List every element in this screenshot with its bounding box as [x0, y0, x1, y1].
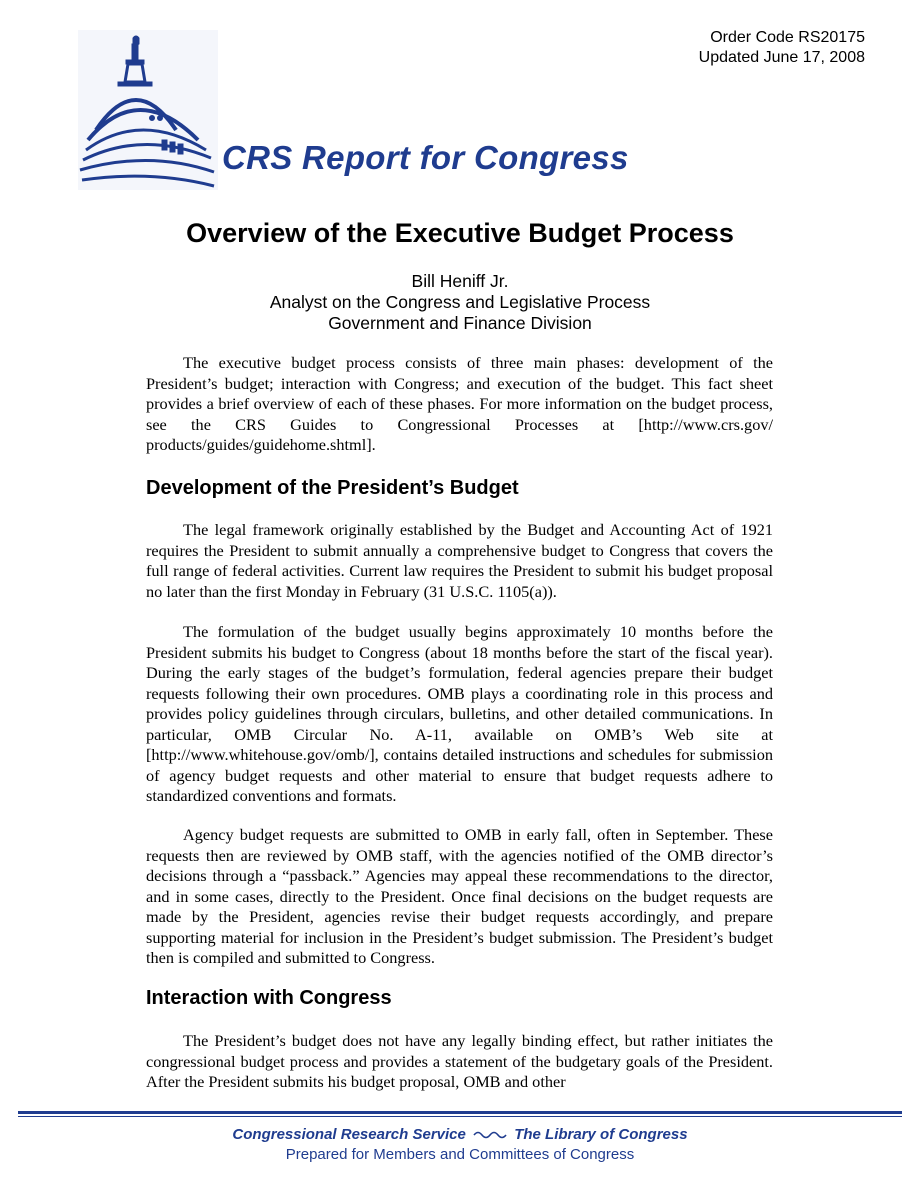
paragraph-formulation: The formulation of the budget usually begins approximately 10 months before the President submits his budget to Congress (about 18 months before the start of the fiscal year). During the early stages of the budget’s formulation, federal agencies prepare their budget requests following their own procedures. OMB plays a coordinating role in this process and provides policy guidelines through circulars, bulletins, and other detailed communications. In particular, OMB Circular No. A-11, available on OMB’s Web site at [http://www.whitehouse.gov/omb/], contains detailed instructions and schedules for submission of agency budget requests and other material to ensure that budget requests adhere to standardized conventions and formats. [146, 622, 773, 805]
footer-service: Congressional Research Service [232, 1126, 466, 1143]
author-name: Bill Heniff Jr. [411, 271, 509, 291]
ornament-icon [472, 1129, 508, 1141]
footer-line-1 [0, 1125, 920, 1145]
footer-library: The Library of Congress [514, 1126, 688, 1143]
author-division: Government and Finance Division [328, 313, 592, 333]
summary-paragraph: The executive budget process consists of three main phases: development of the President’s budget; interaction with Congress; and execution of the budget. This fact sheet provides a brief overview of each of these phases. For more information on the budget process, see the CRS Guides to Congressional Processes at [http://www.crs.gov/ products/guides/guidehome.shtml]. [146, 353, 773, 454]
section-heading-development: Development of the President’s Budget [146, 477, 519, 499]
footer-rule [18, 1111, 902, 1114]
capitol-dome-icon [78, 30, 218, 190]
crs-report-logo-text: CRS Report for Congress [222, 139, 629, 176]
author-position: Analyst on the Congress and Legislative Process [269, 292, 651, 312]
author-block [0, 271, 920, 334]
paragraph-agency-requests: Agency budget requests are submitted to OMB in early fall, often in September. These requests then are reviewed by OMB staff, with the agencies notified of the OMB director’s decisions through a “passback.” Agencies may appeal these recommendations to the director, and in some cases, directly to the President. Once final decisions on the budget requests are made by the President, agencies revise their budget requests accordingly, and prepare supporting material for inclusion in the President’s budget submission. The President’s budget then is compiled and submitted to Congress. [146, 825, 773, 967]
paragraph-legal-framework: The legal framework originally established by the Budget and Accounting Act of 1921 requires the President to submit annually a comprehensive budget to Congress that covers the full range of federal activities. Current law requires the President to submit his budget proposal no later than the first Monday in February (31 U.S.C. 1105(a)). [146, 520, 773, 601]
order-code-block [699, 28, 865, 68]
section-heading-interaction: Interaction with Congress [146, 987, 392, 1009]
report-title: Overview of the Executive Budget Process [186, 218, 734, 248]
order-code: Order Code RS20175 [710, 29, 865, 46]
footer-prepared: Prepared for Members and Committees of Congress [285, 1146, 635, 1163]
paragraph-interaction: The President’s budget does not have any legally binding effect, but rather initiates the congressional budget process and provides a statement of the budgetary goals of the President. After the President submits his budget proposal, OMB and other [146, 1031, 773, 1091]
updated-date: Updated June 17, 2008 [698, 49, 865, 66]
footer-rule-thin [18, 1116, 902, 1117]
footer [0, 1125, 920, 1165]
